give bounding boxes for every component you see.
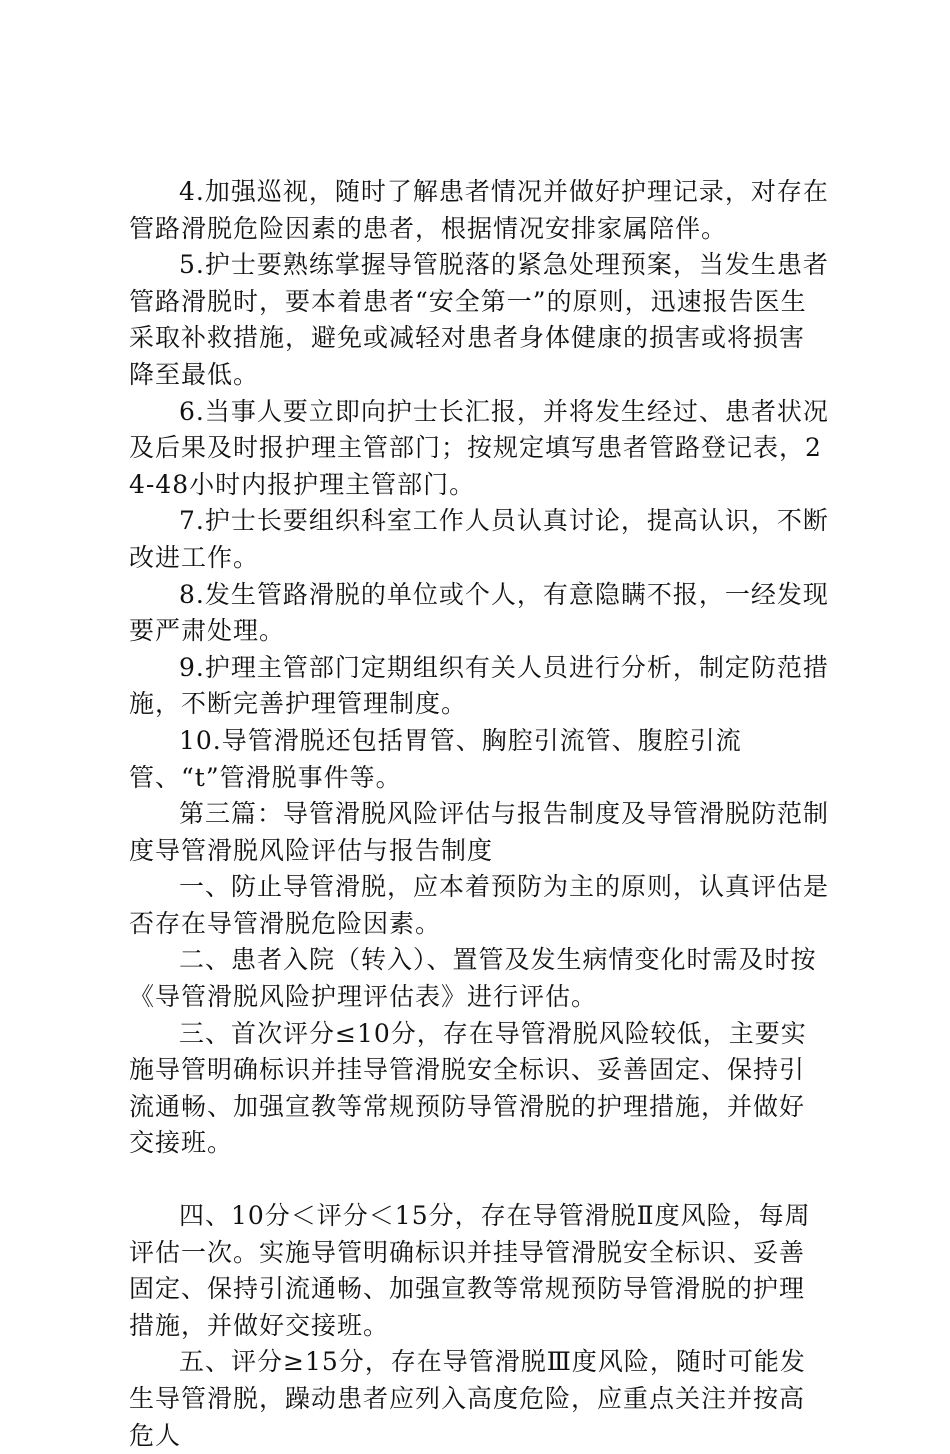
paragraph-6: 6.当事人要立即向护士长汇报，并将发生经过、患者状况及后果及时报护理主管部门；按规定填写患者管路登记表，24-48小时内报护理主管部门。	[129, 396, 829, 499]
paragraph-9: 9.护理主管部门定期组织有关人员进行分析，制定防范措施，不断完善护理管理制度。	[129, 652, 829, 719]
paragraph-4: 4.加强巡视，随时了解患者情况并做好护理记录，对存在管路滑脱危险因素的患者，根据情况安排家属陪伴。	[129, 177, 829, 243]
rule-item-4: 四、10分＜评分＜15分，存在导管滑脱Ⅱ度风险，每周评估一次。实施导管明确标识并挂导管滑脱安全标识、妥善固定、保持引流通畅、加强宣教等常规预防导管滑脱的护理措施，并做好交接班。	[129, 1201, 811, 1340]
section-heading-third: 第三篇：导管滑脱风险评估与报告制度及导管滑脱防范制度导管滑脱风险评估与报告制度	[129, 799, 830, 865]
rule-item-2: 二、患者入院（转入）、置管及发生病情变化时需及时按《导管滑脱风险护理评估表》进行评估。	[129, 945, 817, 1012]
document-body	[129, 174, 829, 1454]
paragraph-7: 7.护士长要组织科室工作人员认真讨论，提高认识，不断改进工作。	[129, 506, 829, 572]
rule-item-5: 五、评分≥15分，存在导管滑脱Ⅲ度风险，随时可能发生导管滑脱，躁动患者应列入高度危险，应重点关注并按高危人	[129, 1347, 806, 1450]
paragraph-10: 10.导管滑脱还包括胃管、胸腔引流管、腹腔引流管、“t”管滑脱事件等。	[129, 725, 742, 792]
paragraph-8: 8.发生管路滑脱的单位或个人，有意隐瞒不报，一经发现要严肃处理。	[129, 579, 829, 646]
rule-item-1: 一、防止导管滑脱，应本着预防为主的原则，认真评估是否存在导管滑脱危险因素。	[129, 872, 830, 938]
paragraph-5: 5.护士要熟练掌握导管脱落的紧急处理预案，当发生患者管路滑脱时，要本着患者“安全第一”的原则，迅速报告医生采取补救措施，避免或减轻对患者身体健康的损害或将损害降至最低。	[129, 250, 829, 389]
paragraph-spacer	[129, 1162, 829, 1198]
rule-item-3: 三、首次评分≤10分，存在导管滑脱风险较低，主要实施导管明确标识并挂导管滑脱安全标识、妥善固定、保持引流通畅、加强宣教等常规预防导管滑脱的护理措施，并做好交接班。	[129, 1018, 807, 1158]
